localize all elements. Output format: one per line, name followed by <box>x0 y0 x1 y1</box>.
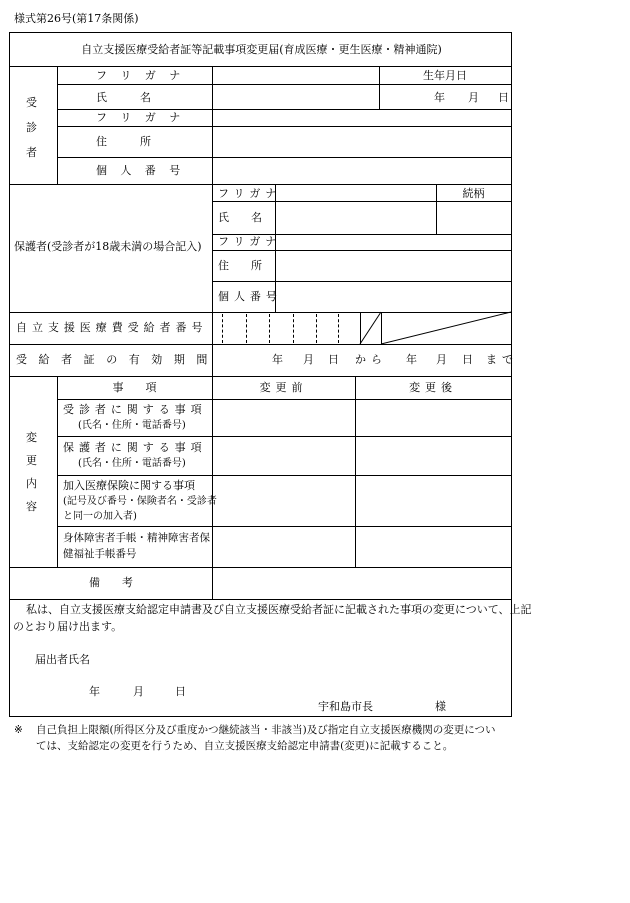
validity-to-year: 年 <box>406 353 417 366</box>
change-section-char: 容 <box>26 500 37 513</box>
line <box>57 399 511 400</box>
patient-furigana2-label: フ リ ガ ナ <box>96 111 186 124</box>
form-frame <box>9 32 532 717</box>
guardian-name-label: 氏 名 <box>218 211 262 224</box>
change-section-char: 内 <box>26 477 37 490</box>
col-item-header: 事 項 <box>112 381 157 394</box>
honorific: 様 <box>435 700 446 713</box>
row-patient-item: 受診者に関する事項 <box>63 403 207 416</box>
row-insurance-detail: (記号及び番号・保険者名・受診者 <box>63 496 217 507</box>
validity-label: 受給者証の有効期間 <box>16 353 219 366</box>
guardian-relation-label: 続柄 <box>462 187 485 200</box>
validity-from: から <box>355 353 387 366</box>
guardian-furigana2-label: フリガナ <box>218 235 282 248</box>
patient-section-char: 受 <box>26 96 37 109</box>
line <box>355 376 356 567</box>
row-handbook-item: 身体障害者手帳・精神障害者保 <box>63 532 210 544</box>
patient-personal-number-label: 個 人 番 号 <box>96 164 186 177</box>
validity-from-day: 日 <box>328 353 339 366</box>
validity-to: まで <box>486 353 518 366</box>
row-insurance-detail2: と同一の加入者) <box>63 511 137 522</box>
validity-to-month: 月 <box>436 353 447 366</box>
declaration-line: 私は、自立支援医療支給認定申請書及び自立支援医療受給者証に記載された事項の変更について、上記 <box>26 603 532 616</box>
row-insurance-item: 加入医療保険に関する事項 <box>63 479 195 492</box>
guardian-address-label: 住 所 <box>218 259 262 272</box>
validity-from-year: 年 <box>272 353 283 366</box>
guardian-furigana-label: フリガナ <box>218 187 282 200</box>
date-year: 年 <box>89 685 100 698</box>
form-number: 様式第26号(第17条関係) <box>14 12 139 25</box>
patient-address-label: 住 所 <box>96 135 151 148</box>
addressee: 宇和島市長 <box>318 700 373 713</box>
birth-month: 月 <box>468 91 479 104</box>
line <box>212 376 213 567</box>
birth-date-label: 生年月日 <box>423 69 467 82</box>
guardian-personal-number-label: 個人番号 <box>218 290 282 303</box>
recipient-number-label: 自立支援医療費受給者番号 <box>16 321 208 334</box>
row-guardian-detail: (氏名・住所・電話番号) <box>78 458 186 469</box>
row-patient-detail: (氏名・住所・電話番号) <box>78 420 186 431</box>
note-line: 自己負担上限額(所得区分及び重度かつ継続該当・非該当)及び指定自立支援医療機関の変更につい <box>36 724 496 736</box>
col-after-header: 変更後 <box>409 381 457 394</box>
validity-from-month: 月 <box>303 353 314 366</box>
birth-day: 日 <box>498 91 509 104</box>
row-guardian-item: 保護者に関する事項 <box>63 441 207 454</box>
declaration-line: のとおり届け出ます。 <box>13 620 123 633</box>
birth-year: 年 <box>434 91 445 104</box>
validity-to-day: 日 <box>462 353 473 366</box>
change-section-char: 更 <box>26 454 37 467</box>
remarks-label: 備 考 <box>89 576 133 589</box>
patient-furigana-label: フ リ ガ ナ <box>96 69 186 82</box>
col-before-header: 変更前 <box>259 381 308 394</box>
line <box>212 567 213 599</box>
submitter-label: 届出者氏名 <box>35 653 90 666</box>
note-mark: ※ <box>14 724 23 736</box>
line <box>57 475 511 476</box>
row-handbook-detail: 健福祉手帳番号 <box>63 548 137 560</box>
form-title: 自立支援医療受給者証等記載事項変更届(育成医療・更生医療・精神通院) <box>81 43 442 56</box>
change-section-char: 変 <box>26 431 37 444</box>
date-day: 日 <box>175 685 186 698</box>
patient-section-char: 者 <box>26 146 37 159</box>
patient-section-char: 診 <box>26 121 37 134</box>
line <box>57 436 511 437</box>
line <box>57 526 511 527</box>
guardian-section-label: 保護者(受診者が18歳未満の場合記入) <box>14 240 202 253</box>
line <box>57 376 58 567</box>
patient-name-label: 氏 名 <box>96 91 151 104</box>
note-line: ては、支給認定の変更を行うため、自立支援医療支給認定申請書(変更)に記載すること。 <box>36 740 454 752</box>
date-month: 月 <box>133 685 144 698</box>
